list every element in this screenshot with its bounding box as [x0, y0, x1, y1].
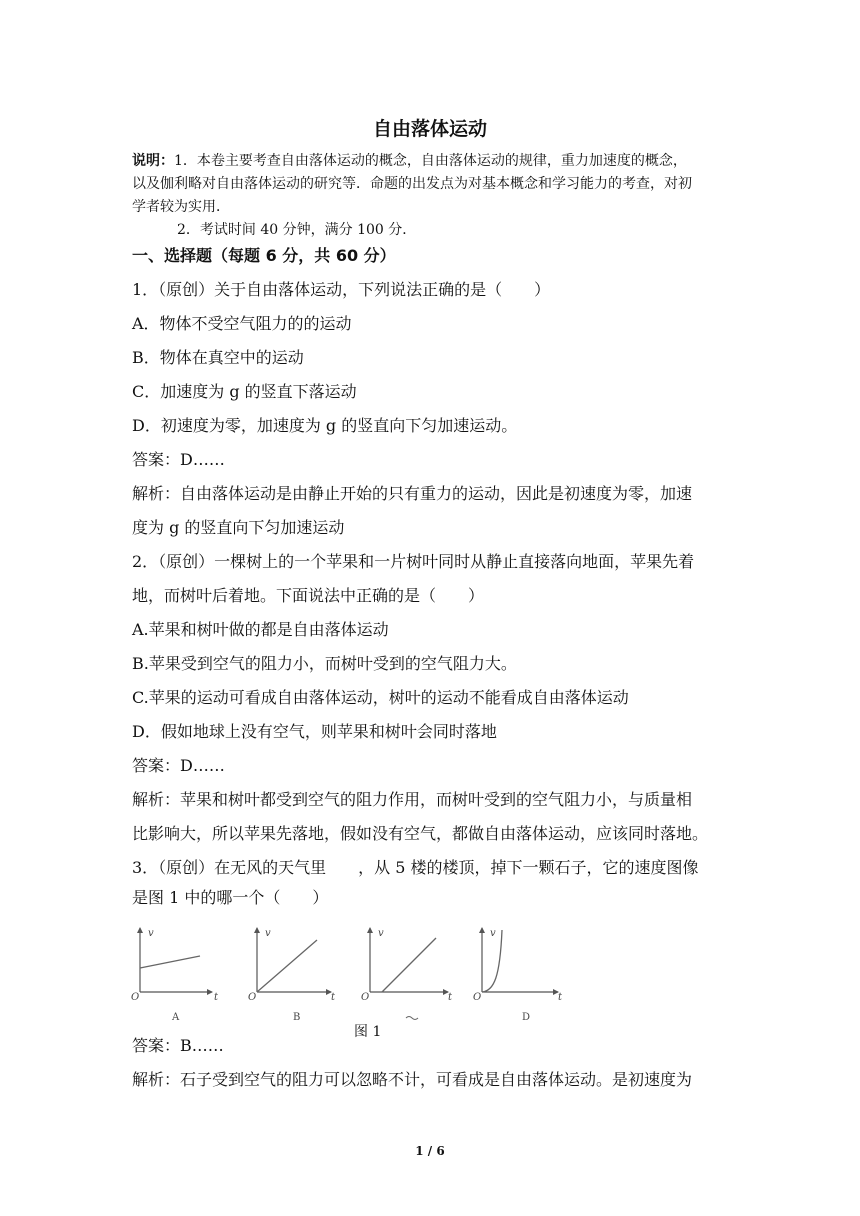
graph-d	[473, 928, 563, 1023]
graph-b-caption: B	[293, 1012, 301, 1023]
graph-a-v-label: v	[148, 928, 154, 939]
graph-a-t-label: t	[214, 992, 219, 1003]
q3-stem-1: 3．（原创）在无风的天气里 ，从 5 楼的楼顶，掉下一颗石子，它的速度图像	[132, 858, 699, 877]
graph-d-origin: O	[473, 992, 482, 1003]
q1-stem: 1．（原创）关于自由落体运动，下列说法正确的是（ ）	[132, 280, 551, 299]
q3-answer: 答案：B……	[132, 1036, 224, 1055]
graph-d-caption: D	[522, 1012, 531, 1023]
note-line-3: 学者较为实用．	[132, 199, 230, 215]
section-heading: 一、选择题（每题 6 分，共 60 分）	[132, 246, 396, 265]
q1-option-a: A．物体不受空气阻力的的运动	[132, 314, 352, 333]
q3-stem-2: 是图 1 中的哪一个（ ）	[132, 888, 329, 907]
q2-analysis-1: 解析：苹果和树叶都受到空气的阻力作用，而树叶受到的空气阻力小，与质量相	[132, 790, 693, 809]
graph-b-v-label: v	[265, 928, 271, 939]
velocity-graphs-figure	[126, 922, 586, 1032]
graph-b-line	[257, 940, 317, 992]
graph-a-caption: A	[172, 1012, 180, 1023]
note-label: 说明：	[132, 153, 174, 169]
graph-d-v-label: v	[490, 928, 496, 939]
q2-answer: 答案：D……	[132, 756, 225, 775]
graph-a-origin: O	[131, 992, 140, 1003]
graph-d-curve	[482, 930, 502, 992]
graph-c	[361, 928, 453, 1020]
q1-answer: 答案：D……	[132, 450, 225, 469]
graph-d-t-label: t	[558, 992, 563, 1003]
graph-b	[248, 928, 336, 1023]
graph-b-origin: O	[248, 992, 257, 1003]
graph-c-line	[382, 938, 436, 992]
graph-a-line	[140, 956, 200, 968]
q1-option-d: D．初速度为零，加速度为 g 的竖直向下匀加速运动。	[132, 416, 518, 435]
q1-option-b: B．物体在真空中的运动	[132, 348, 304, 367]
q2-option-b: B.苹果受到空气的阻力小，而树叶受到的空气阻力大。	[132, 654, 517, 673]
q1-analysis-1: 解析：自由落体运动是由静止开始的只有重力的运动，因此是初速度为零，加速	[132, 484, 693, 503]
q1-analysis-2: 度为 g 的竖直向下匀加速运动	[132, 518, 345, 537]
page-number: 1 / 6	[415, 1144, 445, 1158]
note-line-1	[132, 151, 687, 171]
q3-analysis-1: 解析：石子受到空气的阻力可以忽略不计，可看成是自由落体运动。是初速度为	[132, 1070, 693, 1089]
q2-stem-1: 2．（原创）一棵树上的一个苹果和一片树叶同时从静止直接落向地面，苹果先着	[132, 552, 695, 571]
q2-option-c: C.苹果的运动可看成自由落体运动，树叶的运动不能看成自由落体运动	[132, 688, 629, 707]
q2-analysis-2: 比影响大，所以苹果先落地，假如没有空气，都做自由落体运动，应该同时落地。	[132, 824, 709, 843]
graph-b-t-label: t	[331, 992, 336, 1003]
note-line-2: 以及伽利略对自由落体运动的研究等．命题的出发点为对基本概念和学习能力的考查，对初	[132, 176, 692, 192]
q2-stem-2: 地，而树叶后着地。下面说法中正确的是（ ）	[132, 586, 485, 605]
graph-c-t-label: t	[448, 992, 453, 1003]
graph-c-origin: O	[361, 992, 370, 1003]
graph-c-v-label: v	[378, 928, 384, 939]
graph-a	[131, 928, 219, 1023]
note-line-4: 2．考试时间 40 分钟，满分 100 分．	[177, 222, 417, 238]
note-text-1: 1．本卷主要考查自由落体运动的概念，自由落体运动的规律，重力加速度的概念，	[174, 153, 687, 169]
figure-caption: 图 1	[354, 1024, 382, 1040]
page-title: 自由落体运动	[372, 118, 487, 140]
q2-option-a: A.苹果和树叶做的都是自由落体运动	[132, 620, 389, 639]
q1-option-c: C．加速度为 g 的竖直下落运动	[132, 382, 357, 401]
q2-option-d: D．假如地球上没有空气，则苹果和树叶会同时落地	[132, 722, 497, 741]
graph-c-caption-mark	[406, 1017, 418, 1020]
